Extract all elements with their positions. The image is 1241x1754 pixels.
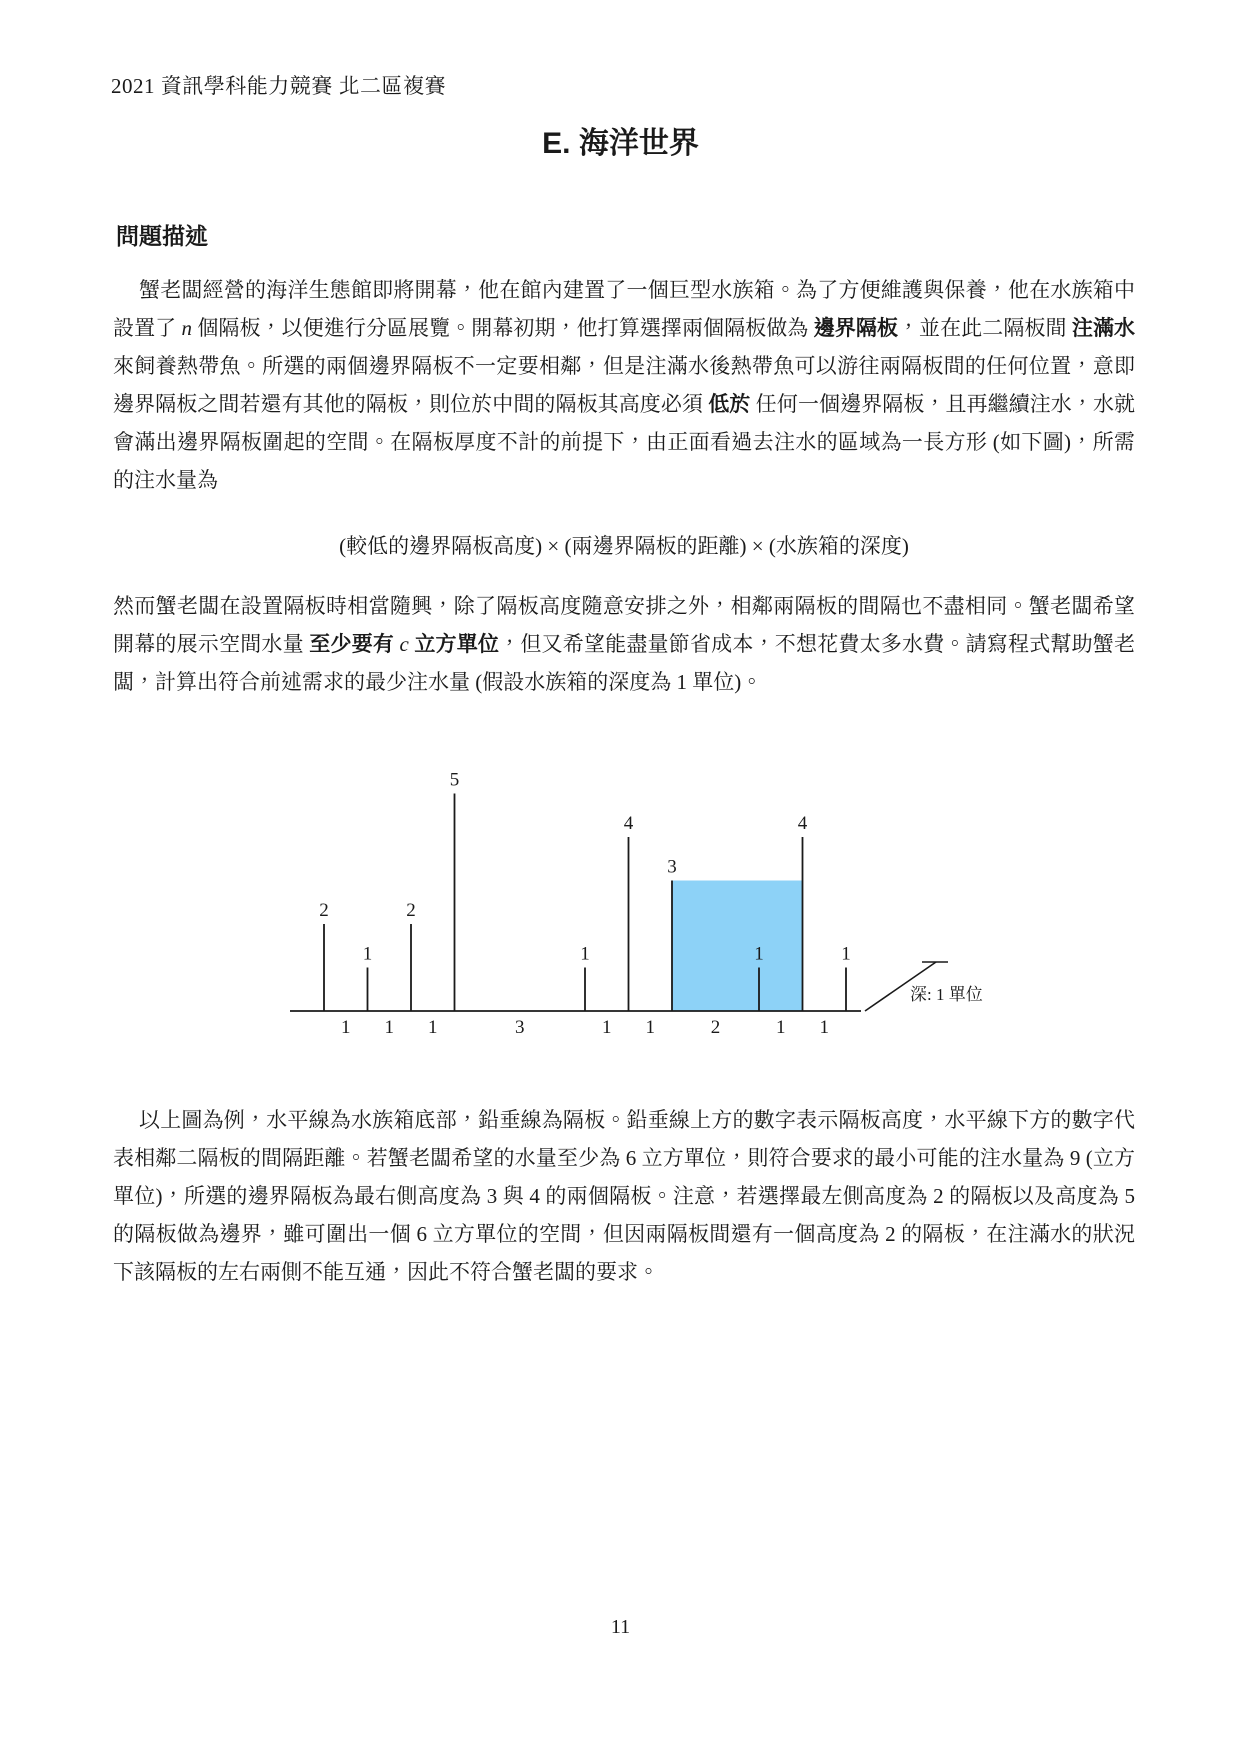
partition-height-label: 5 — [449, 769, 460, 791]
water-volume-formula: (較低的邊界隔板高度) × (兩邊界隔板的距離) × (水族箱的深度) — [339, 534, 909, 558]
partition-height-label: 3 — [667, 856, 677, 878]
section-heading-problem-description: 問題描述 — [116, 223, 208, 249]
text-run: 蟹老闆經營的海洋生態館即將開幕，他在館內建置了一個巨型水族箱。為了方便維護與保養，他在水族箱中設置了 — [113, 278, 1135, 340]
paragraph-example-explanation: 以上圖為例，水平線為水族箱底部，鉛垂線為隔板。鉛垂線上方的數字表示隔板高度，水平線下方的數字代表相鄰二隔板的間隔距離。若蟹老闆希望的水量至少為 6 立方單位，則符合要求的最小可能的注水量為 9 (立方單位)，所選的邊界隔板為最右側高度為 3 與 4 的兩個隔板。注意，若選擇最左側高度為 2 的隔板以及高度為 5 的隔板做為邊界，雖可圍出一個 6 立方單位的空間，但因兩隔板間還有一個高度為 2 的隔板，在注滿水的狀況下該隔板的左右兩側不能互通，因此不符合蟹老闆的要求。 — [113, 1108, 1135, 1284]
partition-height-label: 1 — [362, 943, 373, 965]
aquarium-figure — [281, 721, 1031, 1056]
gap-distance-label: 1 — [384, 1017, 394, 1038]
partition-height-label: 2 — [406, 900, 416, 921]
paragraph-requirement — [113, 587, 1135, 701]
gap-distance-label: 1 — [428, 1017, 438, 1038]
gap-distance-label: 1 — [776, 1017, 786, 1038]
gap-distance-label: 1 — [819, 1017, 829, 1038]
document-header: 2021 資訊學科能力競賽 北二區複賽 — [111, 74, 446, 98]
gap-distance-label: 2 — [710, 1017, 721, 1038]
bold-term-lower-than: 低於 — [708, 392, 751, 416]
bold-term-fill-water: 注滿水 — [1071, 316, 1136, 340]
partition-height-label: 1 — [580, 943, 590, 965]
bold-term-boundary-partition: 邊界隔板 — [813, 316, 898, 340]
gap-distance-label: 1 — [341, 1017, 351, 1038]
gap-distance-label: 1 — [645, 1017, 655, 1038]
depth-label: 深: 1 單位 — [910, 985, 983, 1004]
aquarium-diagram-svg — [281, 721, 1031, 1056]
partition-height-label: 4 — [623, 813, 634, 834]
text-run: 個隔板，以便進行分區展覽。開幕初期，他打算選擇兩個隔板做為 — [192, 316, 814, 340]
text-run: ，但又希望能盡量節省成本，不想花費太多水費。請寫程式幫助蟹老闆，計算出符合前述需求的最少注水量 (假設水族箱的深度為 1 單位)。 — [113, 632, 1136, 694]
page-number: 11 — [610, 1616, 631, 1638]
bold-term-cubic-units: 立方單位 — [408, 632, 500, 656]
text-run: 任何一個邊界隔板，且再繼續注水，水就會滿出邊界隔板圍起的空間。在隔板厚度不計的前提下，由正面看過去注水的區域為一長方形 (如下圖)，所需的注水量為 — [113, 392, 1136, 492]
paragraph-problem-intro — [113, 271, 1135, 499]
partition-height-label: 1 — [841, 943, 851, 965]
text-run: 來飼養熱帶魚。所選的兩個邊界隔板不一定要相鄰，但是注滿水後熱帶魚可以游往兩隔板間的任何位置，意即邊界隔板之間若還有其他的隔板，則位於中間的隔板其高度必須 — [113, 354, 1135, 416]
math-variable-n: n — [181, 316, 193, 340]
partition-height-label: 4 — [797, 813, 808, 834]
math-variable-c: c — [399, 632, 409, 656]
problem-title: E. 海洋世界 — [542, 127, 699, 160]
text-run: ，並在此二隔板間 — [897, 316, 1072, 340]
partition-height-label: 2 — [319, 900, 329, 921]
text-run: 然而蟹老闆在設置隔板時相當隨興，除了隔板高度隨意安排之外，相鄰兩隔板的間隔也不盡相同。蟹老闆希望開幕的展示空間水量 — [113, 594, 1135, 656]
gap-distance-label: 1 — [602, 1017, 612, 1038]
bold-term-at-least: 至少要有 — [309, 632, 400, 656]
partition-height-label: 1 — [754, 943, 764, 965]
gap-distance-label: 3 — [515, 1017, 525, 1038]
water-region — [672, 881, 803, 1012]
